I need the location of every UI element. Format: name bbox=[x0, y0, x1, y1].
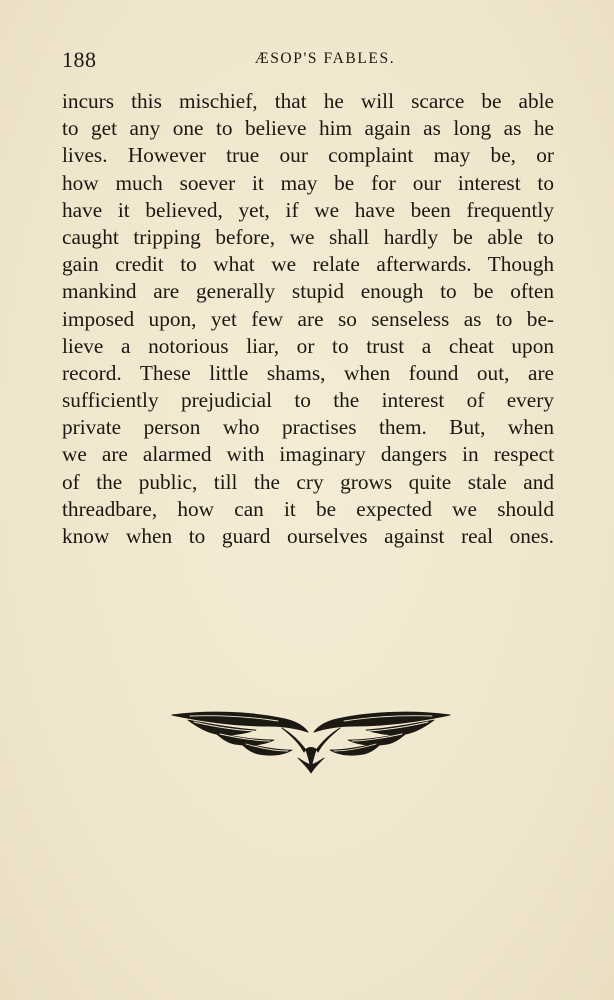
text-line: threadbare, how can it be expected we should bbox=[62, 496, 554, 521]
text-line: lives. However true our complaint may be, or bbox=[62, 143, 554, 168]
text-line: sufficiently prejudicial to the interest of every bbox=[62, 388, 554, 413]
text-line: lieve a notorious liar, or to trust a cheat upon bbox=[62, 333, 554, 358]
text-line: imposed upon, yet few are so senseless as to be- bbox=[62, 306, 554, 331]
body-text bbox=[62, 88, 554, 550]
text-line: to get any one to believe him again as long as he bbox=[62, 116, 554, 141]
text-line: private person who practises them. But, when bbox=[62, 415, 554, 440]
text-line: of the public, till the cry grows quite stale and bbox=[62, 469, 554, 494]
running-title: ÆSOP'S FABLES. bbox=[254, 50, 396, 67]
text-line: we are alarmed with imaginary dangers in respect bbox=[62, 442, 554, 467]
text-line: mankind are generally stupid enough to be often bbox=[62, 279, 554, 304]
ornamental-tailpiece-icon bbox=[170, 706, 452, 774]
text-line: incurs this mischief, that he will scarce be able bbox=[62, 89, 554, 113]
text-line: record. These little shams, when found out, are bbox=[62, 360, 554, 385]
page-number: 188 bbox=[62, 47, 97, 72]
running-head bbox=[62, 47, 554, 75]
text-line: gain credit to what we relate afterwards. Though bbox=[62, 252, 554, 277]
text-line: caught tripping before, we shall hardly be able to bbox=[62, 224, 554, 249]
text-line: how much soever it may be for our interest to bbox=[62, 170, 554, 195]
text-line: have it believed, yet, if we have been frequently bbox=[62, 197, 554, 222]
text-line: know when to guard ourselves against real ones. bbox=[62, 524, 554, 548]
